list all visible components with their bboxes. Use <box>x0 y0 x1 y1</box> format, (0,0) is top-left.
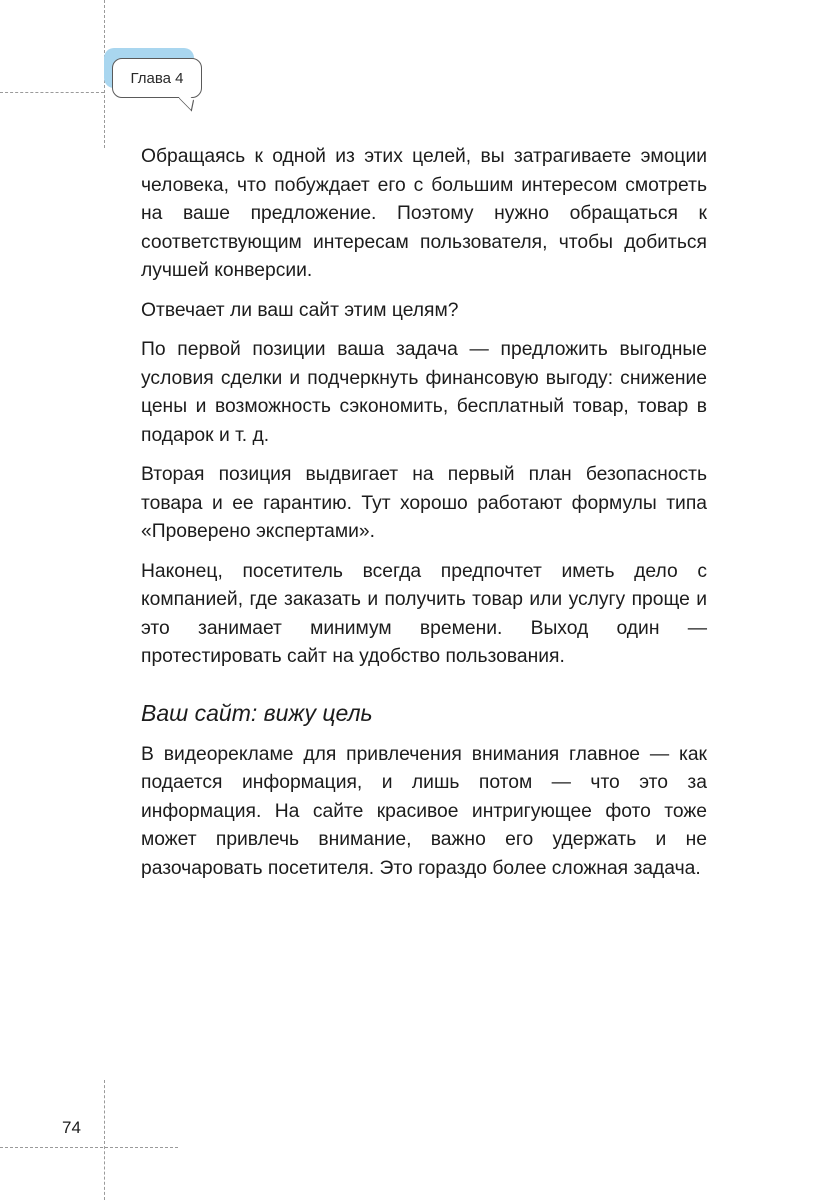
chapter-label: Глава 4 <box>130 69 184 87</box>
paragraph: Отвечает ли ваш сайт этим целям? <box>141 299 459 321</box>
section-heading: Ваш сайт: вижу цель <box>141 699 373 726</box>
page-number: 74 <box>62 1118 81 1137</box>
paragraph: В видеорекламе для привлечения внимания главное — как подается информация, и лишь потом — что это за информация. На сайте красивое интригующее фото тоже может привлечь внимание, важно его удержать и не разочаровать посетителя. Это гораздо более сложная задача. <box>141 743 707 879</box>
crop-guide-horizontal-bottom <box>0 1147 178 1148</box>
crop-guide-vertical-bottom <box>104 1080 105 1200</box>
paragraph: По первой позиции ваша задача — предложить выгодные условия сделки и подчеркнуть финансовую выгоду: снижение цены и возможность сэкономить, бесплатный товар, товар в подарок и т. д. <box>141 339 707 446</box>
paragraph: Вторая позиция выдвигает на первый план безопасность товара и ее гарантию. Тут хорошо работают формулы типа «Проверено экспертами». <box>141 464 707 542</box>
body-text <box>141 143 707 894</box>
crop-guide-horizontal-top <box>0 92 104 93</box>
chapter-tab <box>112 58 202 98</box>
speech-bubble-tail <box>179 88 194 112</box>
paragraph: Наконец, посетитель всегда предпочтет иметь дело с компанией, где заказать и получить товар или услугу проще и это занимает минимум времени. Выход один — протестировать сайт на удобство пользования. <box>141 560 707 667</box>
paragraph: Обращаясь к одной из этих целей, вы затрагиваете эмоции человека, что побуждает его с большим интересом смотреть на ваше предложение. Поэтому нужно обращаться к соответствующим интересам пользователя, чтобы добиться лучшей конверсии. <box>141 146 707 281</box>
